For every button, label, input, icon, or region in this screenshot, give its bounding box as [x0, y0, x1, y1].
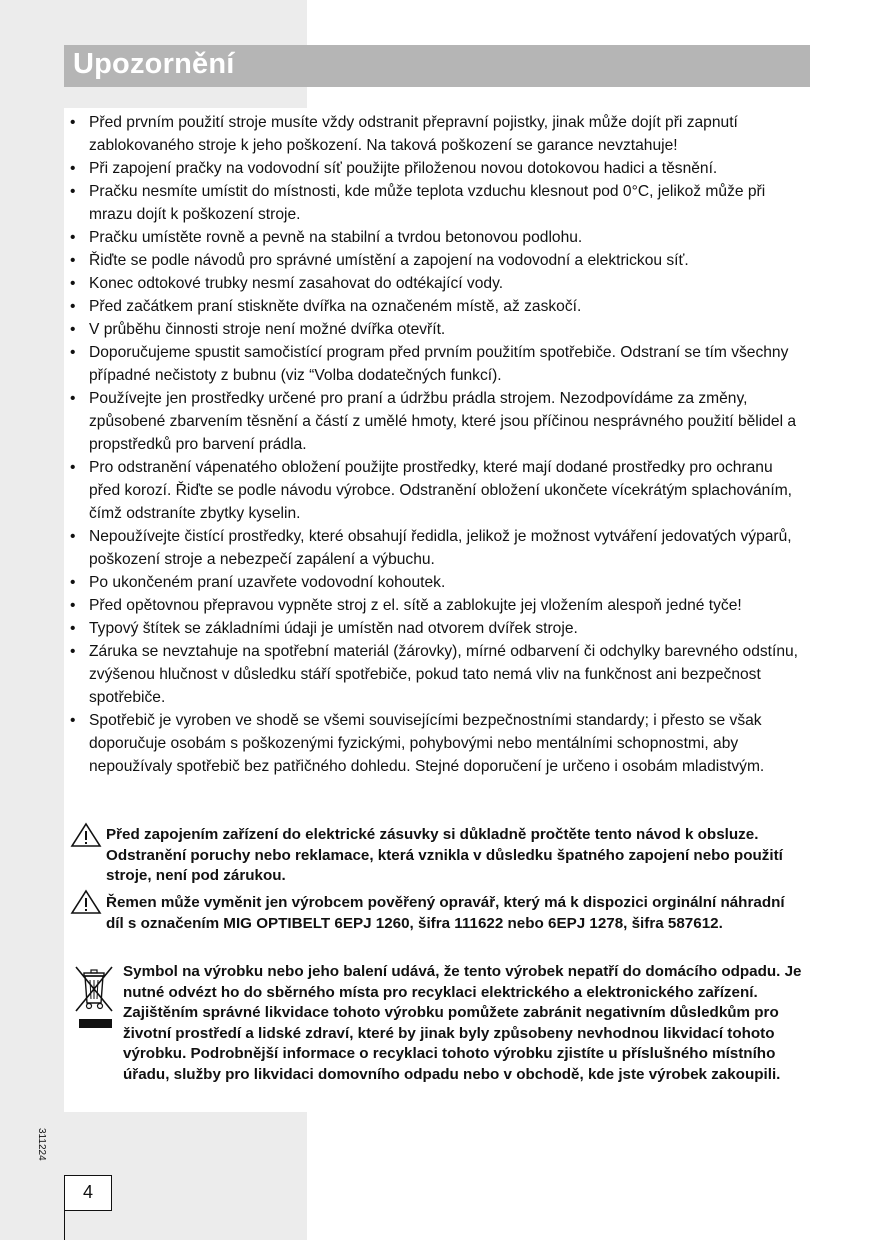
- list-item: • Doporučujeme spustit samočistící program před prvním použitím spotřebiče. Odstraní se tím všechny případné nečistoty z bubnu (viz “Volba dodatečných funkcí).: [64, 341, 799, 387]
- warning-notice-1: Před zapojením zařízení do elektrické zásuvky si důkladně pročtěte tento návod k obsluze. Odstranění poruchy nebo reklamace, která vznikla v důsledku špatného zapojení nebo použití stroje, není pod zárukou.: [106, 826, 783, 884]
- page-number: 4: [82, 1182, 93, 1202]
- divider: [64, 1209, 65, 1240]
- page-number-box: [64, 1175, 112, 1211]
- warning-notice-2: Řemen může vyměnit jen výrobcem pověřený opravář, který má k dispozici orginální náhradní díl s označením MIG OPTIBELT 6EPJ 1260, šifra 111622 nebo 6EPJ 1278, šifra 587612.: [106, 894, 785, 932]
- recycling-notice: [106, 962, 806, 1085]
- warning-triangle-icon: [70, 822, 102, 848]
- list-item: • Pro odstranění vápenatého obložení použijte prostředky, které mají dodané prostředky pro ochranu před korozí. Řiďte se podle návodu výrobce. Odstranění obložení ukončete vícekrátým splachováním, čímž odstraníte zbytky kyselin.: [64, 456, 799, 525]
- list-item: • Po ukončeném praní uzavřete vodovodní kohoutek.: [64, 571, 799, 594]
- list-item: • Při zapojení pračky na vodovodní síť použijte přiloženou novou dotokovou hadici a těsnění.: [64, 157, 799, 180]
- list-item: • Spotřebič je vyroben ve shodě se všemi souvisejícími bezpečnostními standardy; i přesto se však doporučuje osobám s poškozenými fyzickými, pohybovými nebo mentálními schopnostmi, aby nepoužívaly spotřebič bez patřičného dohledu. Stejné doporučení je určeno i osobám mladistvým.: [64, 709, 799, 778]
- warnings-list: [64, 111, 799, 778]
- list-item: • Konec odtokové trubky nesmí zasahovat do odtékající vody.: [64, 272, 799, 295]
- list-item: • Před začátkem praní stiskněte dvířka na označeném místě, až zaskočí.: [64, 295, 799, 318]
- page-title: Upozornění: [73, 48, 235, 80]
- list-item: • Před opětovnou přepravou vypněte stroj z el. sítě a zablokujte jej vložením alespoň jedné tyče!: [64, 594, 799, 617]
- list-item: • Řiďte se podle návodů pro správné umístění a zapojení na vodovodní a elektrickou síť.: [64, 249, 799, 272]
- list-item: • Pračku nesmíte umístit do místnosti, kde může teplota vzduchu klesnout pod 0°C, jelikož může při mrazu dojít k poškození stroje.: [64, 180, 799, 226]
- recycling-text: Symbol na výrobku nebo jeho balení udává, že tento výrobek nepatří do domácího odpadu. Je nutné odvézt ho do sběrného místa pro recyklaci elektrického a elektronického zařízení. Zajištěním správné likvidace tohoto výrobku pomůžete zabránit negativním důsledkům pro životní prostředí a lidské zdraví, které by jinak byly způsobeny nevhodnou likvidací tohoto výrobku. Podrobnější informace o recyklaci tohoto výrobku zjistíte u příslušného místního úřadu, služby pro likvidaci domovního odpadu nebo v obchodě, kde jste výrobek zakoupili.: [123, 963, 802, 1083]
- document-code: 311224: [36, 1128, 47, 1161]
- list-item: • Nepoužívejte čistící prostředky, které obsahují ředidla, jelikož je možnost vytváření jedovatých výparů, poškození stroje a nebezpečí zapálení a výbuchu.: [64, 525, 799, 571]
- list-item: • Před prvním použití stroje musíte vždy odstranit přepravní pojistky, jinak může dojít při zapnutí zablokovaného stroje k jeho poškození. Na taková poškození se garance nevztahuje!: [64, 111, 799, 157]
- list-item: • Pračku umístěte rovně a pevně na stabilní a tvrdou betonovou podlohu.: [64, 226, 799, 249]
- list-item: • Typový štítek se základními údaji je umístěn nad otvorem dvířek stroje.: [64, 617, 799, 640]
- title-bar: [64, 45, 810, 87]
- list-item: • Používejte jen prostředky určené pro praní a údržbu prádla strojem. Nezodpovídáme za změny, způsobené zbarvením těsnění a částí z umělé hmoty, které jsou příčinou nesprávného použití bělidel a propstředků pro barvení prádla.: [64, 387, 799, 456]
- list-item: • Záruka se nevztahuje na spotřební materiál (žárovky), mírné odbarvení či odchylky barevného odstínu, zvýšenou hlučnost v důsledku stáří spotřebiče, pokud tato nemá vliv na funkčnost ani bezpečnost spotřebiče.: [64, 640, 799, 709]
- warning-triangle-icon: [70, 889, 102, 915]
- list-item: • V průběhu činnosti stroje není možné dvířka otevřít.: [64, 318, 799, 341]
